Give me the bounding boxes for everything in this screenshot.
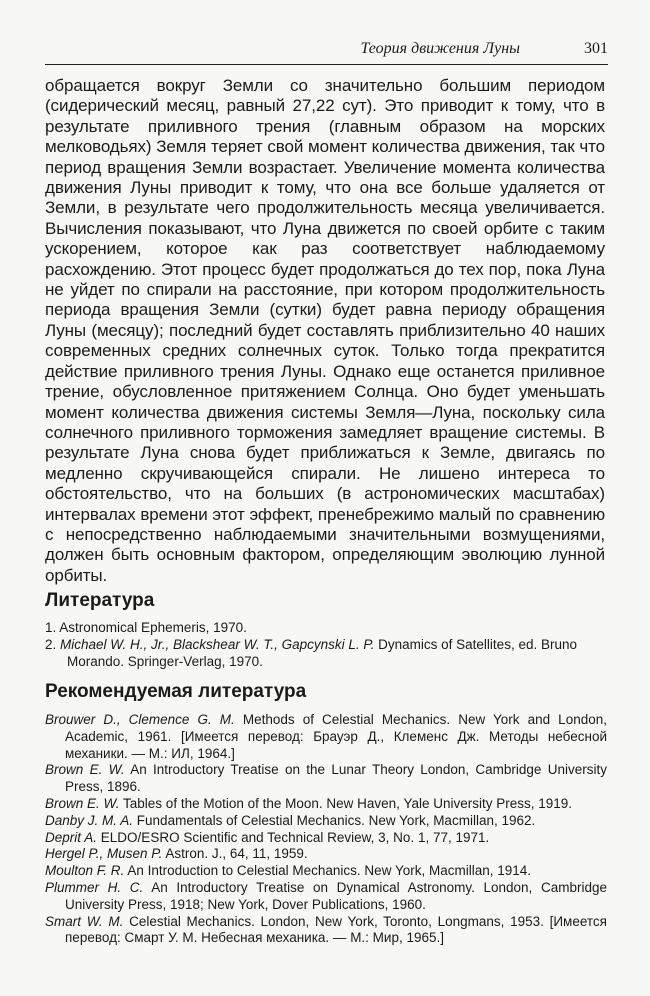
recommended-item-authors: Brown E. W. bbox=[45, 762, 125, 778]
recommended-item bbox=[45, 762, 607, 796]
recommended-item bbox=[45, 846, 607, 863]
recommended-item-text: Tables of the Motion of the Moon. New Haven, Yale University Press, 1919. bbox=[123, 795, 573, 811]
recommended-item-authors: Danby J. M. A. bbox=[45, 812, 134, 828]
recommended-item-authors: Brouwer D., Clemence G. M. bbox=[45, 712, 235, 727]
recommended-item bbox=[45, 914, 607, 948]
recommended-item bbox=[45, 712, 607, 762]
literature-item-text: Dynamics of Satellites, ed. Bruno Morando. Springer-Verlag, 1970. bbox=[67, 637, 577, 669]
recommended-item bbox=[45, 813, 607, 830]
recommended-item-authors: Smart W. M. bbox=[45, 913, 124, 929]
recommended-item-authors: Deprit A. bbox=[45, 829, 98, 845]
recommended-item bbox=[45, 796, 607, 813]
literature-item-authors: Michael W. H., Jr., Blackshear W. T., Gapcynski L. P. bbox=[60, 637, 375, 652]
literature-item-number: 1. bbox=[45, 620, 57, 635]
literature-item bbox=[45, 636, 605, 670]
recommended-item bbox=[45, 880, 607, 914]
recommended-item-text: An Introduction to Celestial Mechanics. New York, Macmillan, 1914. bbox=[127, 863, 532, 879]
recommended-item-translation: [Имеется перевод: Смарт У. М. Небесная механика. — М.: Мир, 1965.] bbox=[65, 913, 607, 946]
literature-heading: Литература bbox=[45, 590, 155, 611]
recommended-item-text: Fundamentals of Celestial Mechanics. New York, Macmillan, 1962. bbox=[136, 812, 536, 828]
recommended-heading: Рекомендуемая литература bbox=[45, 681, 307, 702]
running-header bbox=[45, 36, 608, 65]
recommended-item-text: Methods of Celestial Mechanics. New York and London, Academic, 1961. bbox=[65, 712, 607, 744]
literature-item bbox=[45, 619, 605, 636]
literature-item-text: Astronomical Ephemeris, 1970. bbox=[59, 620, 247, 635]
recommended-list bbox=[45, 712, 607, 947]
recommended-item-authors: Brown E. W. bbox=[45, 795, 120, 811]
literature-list bbox=[45, 619, 605, 670]
recommended-item-text: Celestial Mechanics. London, New York, Toronto, Longmans, 1953. bbox=[129, 913, 544, 929]
recommended-item-authors: Hergel P., Musen P. bbox=[45, 846, 163, 862]
recommended-item-text: ELDO/ESRO Scientific and Technical Review, 3, No. 1, 77, 1971. bbox=[100, 829, 490, 845]
recommended-item-authors: Moulton F. R. bbox=[45, 863, 125, 879]
body-paragraph: обращается вокруг Земли со значительно большим периодом (сидерический месяц, равный 27,22 сут). Это приводит к тому, что в результате приливного трения (главным образом на морских мелководьях) Земля теряет свой момент количества движения, так что период вращения Земли возрастает. Увеличение момента количества движения Луны приводит к тому, что она все больше удаляется от Земли, в результате чего продолжительность месяца увеличивается. Вычисления показывают, что Луна движется по своей орбите с таким ускорением, которое как раз соответствует наблюдаемому расхождению. Этот процесс будет продолжаться до тех пор, пока Луна не уйдет по спирали на расстояние, при котором продолжительность периода вращения Земли (сутки) будет равна периоду обращения Луны (месяцу); последний будет составлять приблизительно 40 наших современных средних солнечных суток. Только тогда прекратится действие приливного трения Луны. Однако еще останется приливное трение, обусловленное притяжением Солнца. Оно будет уменьшать момент количества движения системы Земля—Луна, поскольку сила солнечного приливного торможения замедляет вращение системы. В результате Луна снова будет приближаться к Земле, двигаясь по медленно скручивающейся спирали. Не лишено интереса то обстоятельство, что на больших (в астрономических масштабах) интервалах времени этот эффект, пренебрежимо малый по сравнению с непосредственно наблюдаемыми значительными возмущениями, должен быть основным фактором, определяющим эволюцию лунной орбиты. bbox=[45, 76, 605, 585]
literature-item-number: 2. bbox=[45, 637, 57, 652]
recommended-item bbox=[45, 830, 607, 847]
recommended-item bbox=[45, 863, 607, 880]
recommended-item-translation: [Имеется перевод: Брауэр Д., Клеменс Дж. Методы небесной механики. — М.: ИЛ, 1964.] bbox=[65, 728, 608, 761]
recommended-item-text: An Introductory Treatise on the Lunar Theory London, Cambridge University Press, 1896. bbox=[65, 762, 608, 795]
running-title: Теория движения Луны bbox=[360, 40, 520, 57]
recommended-item-authors: Plummer H. C. bbox=[45, 879, 144, 895]
page-number: 301 bbox=[584, 40, 608, 57]
recommended-item-text: An Introductory Treatise on Dynamical Astronomy. London, Cambridge University Press, 1918; New York, Dover Publications, 1960. bbox=[65, 879, 607, 912]
recommended-item-text: Astron. J., 64, 11, 1959. bbox=[165, 846, 308, 862]
